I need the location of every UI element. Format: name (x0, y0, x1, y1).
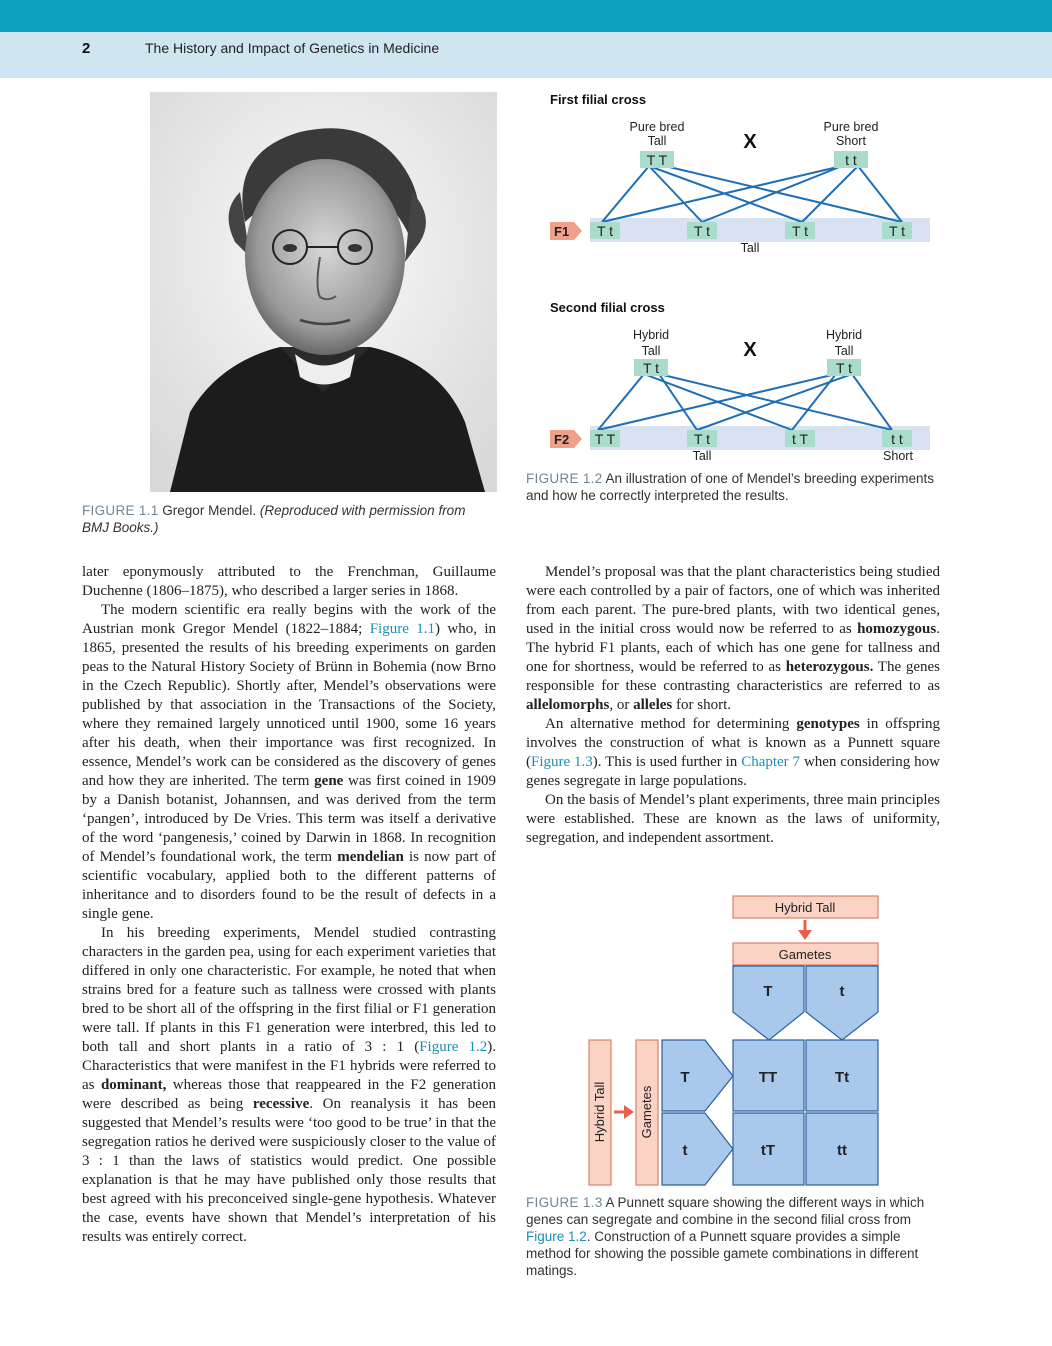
f1-label: F1 (554, 224, 570, 239)
f2-offspring-4: t t (891, 431, 903, 447)
first-parent1-line2: Tall (647, 134, 667, 148)
text-run: for short. (672, 697, 731, 713)
figure-1-3-caption-text-2: . Construction of a Punnett square provides a simple method for showing the possible gamete combinations in different matings. (526, 1229, 919, 1278)
figure-1-3-punnett-square (580, 890, 900, 1190)
first-cross-symbol: X (743, 131, 757, 153)
side-gamete-shape (662, 1040, 733, 1111)
right-arrow-icon (624, 1105, 634, 1119)
text-run: In his breeding experiments, Mendel studied contrasting characters in the garden pea, using for each experiment varieties that differed in only one characteristic. For example, he noted that when strains bred for a feature such as tallness were crossed with plants bred to be short all of the offspring in the first filial or F1 generation were tall. If plants in this F1 generation were interbred, this led to both tall and short plants in a ratio of 3 : 1 ( (82, 925, 496, 1055)
punnett-cell-tt-1: TT (758, 1069, 778, 1086)
figure-1-2-caption (526, 470, 940, 504)
top-color-bar (0, 0, 1052, 32)
text-run: Mendel’s proposal was that the plant characteristics being studied were each controlled by a pair of factors, one of which was inherited from each parent. The pure-bred plants, with two identical genes, used in the initial cross would now be referred to as (526, 564, 940, 637)
f1-offspring-3: T t (791, 223, 809, 239)
first-parent1-line1: Pure bred (629, 120, 685, 134)
figure-1-3-caption-text: A Punnett square showing the different ways in which genes can segregate and combine in the second filial cross from (526, 1195, 925, 1227)
paragraph (82, 924, 496, 1247)
second-cross-symbol: X (743, 339, 757, 361)
body-column-right (526, 563, 940, 848)
text-run: ) who, in 1865, presented the results of his breeding experiments on garden peas to the Natural History Society of Brünn in Bohemia (now Brno in the Czech Republic). Shortly after, Mendel’s observations were published by that association in the Transactions of the Society, where they remained largely unnoticed until 1900, some 16 years after his death, when their importance was first recognized. In essence, Mendel’s work can be considered as the discovery of genes and how they are inherited. The term (82, 621, 496, 789)
f1-band (590, 218, 930, 242)
gametes-top-label: Gametes (778, 947, 832, 962)
first-parent1-genes: T T (646, 152, 668, 168)
text-run: ). This is used further in (592, 754, 742, 770)
text-run: in offspring involves the construction of what is known as a Punnett square ( (526, 716, 940, 770)
running-title: The History and Impact of Genetics in Medicine (145, 40, 440, 56)
second-parent1-genes: T t (642, 360, 660, 376)
paragraph (82, 601, 496, 924)
text-run: On the basis of Mendel’s plant experiments, three main principles were established. These are known as the laws of uniformity, segregation, and independent assortment. (526, 792, 940, 846)
term-heterozygous: heterozygous. (785, 659, 874, 675)
punnett-cell-tt-2: Tt (834, 1069, 850, 1086)
f2-tall-label: Tall (692, 449, 712, 463)
f1-offspring-1: T t (596, 223, 614, 239)
top-gamete-1: T (763, 983, 773, 1000)
figure-1-1-caption (82, 502, 496, 536)
figure-1-2-label: FIGURE 1.2 (526, 471, 603, 486)
paragraph (82, 563, 496, 601)
page-number: 2 (82, 40, 91, 57)
figure-1-2-caption-text: An illustration of one of Mendel’s breeding experiments and how he correctly interpreted the results. (526, 471, 934, 503)
figure-1-1-caption-text: Gregor Mendel. (162, 503, 257, 518)
text-run: when considering how genes segregate in large populations. (526, 754, 941, 789)
first-parent2-line2: Short (836, 134, 866, 148)
f2-offspring-2: T t (693, 431, 711, 447)
figure-1-1-credit: (Reproduced with permission from BMJ Books.) (82, 503, 466, 535)
hybrid-tall-side-label: Hybrid Tall (592, 1081, 607, 1143)
side-gamete-1: T (680, 1069, 690, 1086)
term-alleles: alleles (633, 697, 673, 713)
second-parent2-genes: T t (835, 360, 853, 376)
f1-cross-lines (602, 166, 902, 222)
term-mendelian: mendelian (337, 849, 404, 865)
first-parent2-line1: Pure bred (823, 120, 879, 134)
text-run: is now part of scientific vocabulary, applied both to the different patterns of inheritance and to disorders found to be the result of defects in a single gene. (82, 849, 496, 922)
f2-offspring-3: t T (791, 431, 809, 447)
text-run: The genes responsible for these contrasting characteristics are referred to as (526, 659, 940, 694)
top-gamete-shape (806, 966, 878, 1040)
f1-offspring-2: T t (693, 223, 711, 239)
down-arrow-icon (798, 930, 812, 940)
text-run: later eponymously attributed to the Frenchman, Guillaume Duchenne (1806–1875), who described a larger series in 1868. (82, 564, 496, 599)
text-run: ). Characteristics that were manifest in the F1 hybrids were referred to as (82, 1039, 496, 1093)
punnett-cell-tt-4: tt (837, 1142, 847, 1159)
f2-offspring-1: T T (594, 431, 616, 447)
paragraph (526, 563, 940, 715)
text-run: . On reanalysis it has been suggested that Mendel’s results were ‘too good to be true’ in that the segregation ratios he derived were suspiciously closer to the value of 3 : 1 than the laws of statistics would predict. One possible explanation is that he may have published only those results that best agreed with his preconceived single-gene hypothesis. Whatever the case, events have shown that Mendel’s interpretation of his results was entirely correct. (82, 1096, 496, 1245)
text-run: An alternative method for determining (545, 716, 797, 732)
body-column-left (82, 563, 496, 1247)
figure-1-2-link[interactable]: Figure 1.2 (419, 1039, 488, 1055)
term-recessive: recessive (252, 1096, 310, 1112)
term-dominant: dominant, (100, 1077, 167, 1093)
f2-cross-lines (598, 374, 892, 430)
second-parent1-line2: Tall (641, 344, 661, 358)
gametes-side-label: Gametes (639, 1085, 654, 1139)
text-run: was first coined in 1909 by a Danish botanist, Johannsen, and was derived from the term ‘pangen’, introduced by De Vries. This term was itself a derivative of the word ‘pangenesis,’ coined by Darwin in 1868. In recognition of Mendel’s foundational work, the term (82, 773, 497, 865)
figure-1-3-label: FIGURE 1.3 (526, 1195, 603, 1210)
text-run: , or (609, 697, 634, 713)
f2-label: F2 (554, 432, 570, 447)
second-parent2-line1: Hybrid (825, 328, 863, 342)
mendel-portrait (150, 92, 497, 492)
figure-1-3-link[interactable]: Figure 1.3 (531, 754, 593, 770)
side-gamete-shape (662, 1113, 733, 1185)
figure-1-1-link[interactable]: Figure 1.1 (369, 621, 435, 637)
f1-result-label: Tall (740, 241, 760, 255)
figure-1-2-breeding-diagram (540, 88, 940, 468)
hybrid-tall-top-label: Hybrid Tall (774, 900, 836, 915)
figure-1-2-caption-link[interactable]: Figure 1.2 (526, 1229, 587, 1244)
top-gamete-shape (733, 966, 804, 1040)
f1-offspring-4: T t (888, 223, 906, 239)
term-allelomorphs: allelomorphs (526, 697, 610, 713)
figure-1-3-caption (526, 1194, 940, 1279)
paragraph (526, 715, 940, 791)
chapter-7-link[interactable]: Chapter 7 (741, 754, 801, 770)
figure-1-1-label: FIGURE 1.1 (82, 503, 159, 518)
running-header (0, 32, 1052, 78)
f2-band (590, 426, 930, 450)
second-cross-title: Second filial cross (550, 300, 665, 315)
text-run: The modern scientific era really begins with the work of the Austrian monk Gregor Mendel (1822–1884; (82, 602, 496, 637)
first-cross-title: First filial cross (550, 92, 647, 107)
paragraph (526, 791, 940, 848)
second-parent1-line1: Hybrid (632, 328, 670, 342)
top-gamete-2: t (839, 983, 845, 1000)
portrait-illustration (150, 92, 497, 492)
text-run: . The hybrid F1 plants, each of which has one gene for tallness and one for shortness, would be referred to as (526, 621, 940, 675)
punnett-cell-tt-3: tT (760, 1142, 776, 1159)
second-parent2-line2: Tall (834, 344, 854, 358)
term-genotypes: genotypes (796, 716, 860, 732)
term-gene: gene (314, 773, 344, 789)
first-parent2-genes: t t (845, 152, 857, 168)
side-gamete-2: t (682, 1142, 688, 1159)
f2-short-label: Short (883, 449, 913, 463)
term-homozygous: homozygous (857, 621, 937, 637)
text-run: whereas those that reappeared in the F2 generation were described as being (82, 1077, 497, 1112)
